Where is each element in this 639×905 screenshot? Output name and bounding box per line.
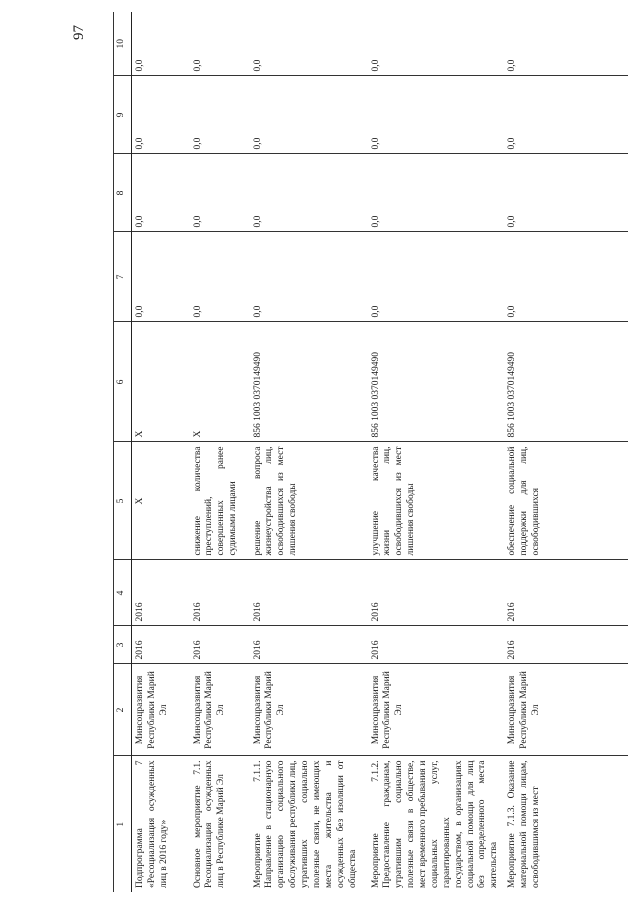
cell-executor: Минсоцразвития Республики Марий Эл: [250, 664, 368, 756]
cell-end-year: 2016: [190, 560, 250, 626]
col-header-8: 8: [114, 154, 132, 232]
cell-value-9: 0,0: [504, 76, 628, 154]
cell-executor: Минсоцразвития Республики Марий Эл: [368, 664, 505, 756]
cell-kbk: 856 1003 0370149490: [250, 322, 368, 442]
cell-start-year: 2016: [190, 626, 250, 664]
rotated-table-container: [113, 12, 633, 892]
cell-result: решение вопроса жизнеустройства лиц, освободившихся из мест лишения свободы: [250, 442, 368, 560]
col-header-6: 6: [114, 322, 132, 442]
cell-value-10: 0,0: [368, 12, 505, 76]
col-header-9: 9: [114, 76, 132, 154]
cell-value-7: 0,0: [368, 232, 505, 322]
cell-value-8: 0,0: [250, 154, 368, 232]
cell-result: обеспечение социальной поддержки для лиц, освободившихся: [504, 442, 628, 560]
table-row: [368, 12, 505, 892]
cell-start-year: 2016: [132, 626, 190, 664]
cell-name: Мероприятие 7.1.2. Предоставление гражданам, утратившим социально полезные связи в обществе, мест временного пребывания и социальных услуг, гарантированных государством, в организациях социальной помощи для лиц без определенного места жительства: [370, 760, 500, 888]
cell-kbk: 856 1003 0370149490: [368, 322, 505, 442]
table-row: [504, 12, 628, 892]
col-header-10: 10: [114, 12, 132, 76]
cell-executor: Минсоцразвития Республики Марий Эл: [132, 664, 190, 756]
cell-start-year: 2016: [250, 626, 368, 664]
cell-value-10: 0,0: [132, 12, 190, 76]
header-row: [114, 12, 132, 892]
cell-value-9: 0,0: [250, 76, 368, 154]
cell-name: Мероприятие 7.1.1. Направление в стационарную организацию социального обслуживания республики лиц, утративших социально полезные связи, не имеющих места жительства и осужденных без изоляции от общества: [252, 760, 358, 888]
cell-value-8: 0,0: [190, 154, 250, 232]
cell-value-10: 0,0: [504, 12, 628, 76]
cell-kbk: X: [132, 322, 190, 442]
col-header-3: 3: [114, 626, 132, 664]
col-header-4: 4: [114, 560, 132, 626]
table-row: [132, 12, 190, 892]
cell-kbk: X: [190, 322, 250, 442]
cell-kbk: 856 1003 0370149490: [504, 322, 628, 442]
cell-value-7: 0,0: [132, 232, 190, 322]
cell-name: Подпрограмма 7 «Ресоциализация осужденных лиц в 2016 году»: [135, 760, 169, 888]
cell-name: Мероприятие 7.1.3. Оказание материальной помощи лицам, освободившимся из мест: [507, 760, 541, 888]
cell-end-year: 2016: [250, 560, 368, 626]
col-header-7: 7: [114, 232, 132, 322]
table-row: [190, 12, 250, 892]
cell-value-8: 0,0: [132, 154, 190, 232]
cell-end-year: 2016: [132, 560, 190, 626]
cell-value-8: 0,0: [368, 154, 505, 232]
cell-end-year: 2016: [368, 560, 505, 626]
cell-value-9: 0,0: [368, 76, 505, 154]
cell-value-10: 0,0: [190, 12, 250, 76]
table-row: [250, 12, 368, 892]
cell-executor: Минсоцразвития Республики Марий Эл: [190, 664, 250, 756]
cell-start-year: 2016: [504, 626, 628, 664]
page-number: 97: [71, 25, 87, 40]
cell-end-year: 2016: [504, 560, 628, 626]
cell-value-10: 0,0: [250, 12, 368, 76]
cell-result: снижение количества преступлений, совершенных ранее судимыми лицами: [190, 442, 250, 560]
program-table: [113, 12, 628, 892]
cell-value-9: 0,0: [132, 76, 190, 154]
cell-executor: Минсоцразвития Республики Марий Эл: [504, 664, 628, 756]
cell-value-7: 0,0: [250, 232, 368, 322]
cell-value-7: 0,0: [190, 232, 250, 322]
cell-value-7: 0,0: [504, 232, 628, 322]
col-header-5: 5: [114, 442, 132, 560]
cell-value-8: 0,0: [504, 154, 628, 232]
cell-result: улучшение качества жизни лиц, освободившихся из мест лишения свободы: [368, 442, 505, 560]
cell-value-9: 0,0: [190, 76, 250, 154]
cell-name: Основное мероприятие 7.1. Ресоциализация осужденных лиц в Республике Марий Эл: [192, 760, 227, 888]
col-header-2: 2: [114, 664, 132, 756]
col-header-1: 1: [114, 756, 132, 892]
cell-start-year: 2016: [368, 626, 505, 664]
cell-result: X: [132, 442, 190, 560]
